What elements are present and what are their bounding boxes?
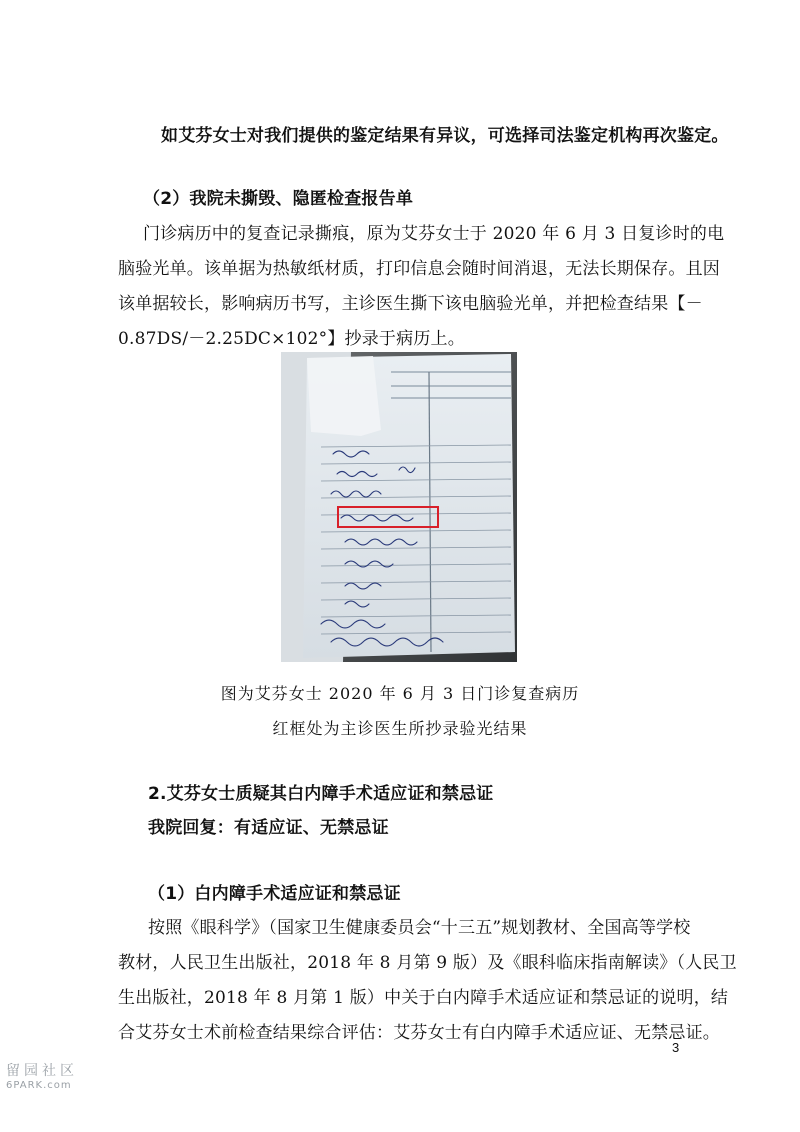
paragraph-line: 合艾芬女士术前检查结果综合评估：艾芬女士有白内障手术适应证、无禁忌证。 <box>118 1023 720 1043</box>
section-reply: 我院回复：有适应证、无禁忌证 <box>148 818 389 838</box>
section-heading: 2.艾芬女士质疑其白内障手术适应证和禁忌证 <box>148 784 494 804</box>
paragraph-line: 生出版社，2018 年 8 月第 1 版）中关于白内障手术适应证和禁忌证的说明，结 <box>118 988 729 1008</box>
paragraph-line: 脑验光单。该单据为热敏纸材质，打印信息会随时间消退，无法长期保存。且因 <box>118 259 720 279</box>
paragraph-line: 0.87DS/－2.25DC×102°】抄录于病历上。 <box>118 329 465 349</box>
site-watermark <box>6 1060 78 1091</box>
paragraph-objection: 如艾芬女士对我们提供的鉴定结果有异议，可选择司法鉴定机构再次鉴定。 <box>161 126 729 146</box>
paragraph-line: 门诊病历中的复查记录撕痕，原为艾芬女士于 2020 年 6 月 3 日复诊时的电 <box>143 224 725 244</box>
medical-record-illustration <box>281 352 517 662</box>
figure-caption: 图为艾芬女士 2020 年 6 月 3 日门诊复查病历 <box>220 684 580 703</box>
watermark-url: 6PARK.com <box>6 1080 72 1091</box>
medical-record-photo <box>281 352 517 662</box>
subsection-heading: （1）白内障手术适应证和禁忌证 <box>148 884 401 904</box>
heading-not-destroyed: （2）我院未撕毁、隐匿检查报告单 <box>143 189 414 209</box>
paragraph-line: 按照《眼科学》（国家卫生健康委员会“十三五”规划教材、全国高等学校 <box>148 918 691 938</box>
paragraph-line: 教材，人民卫生出版社，2018 年 8 月第 9 版）及《眼科临床指南解读》（人民卫 <box>118 953 737 973</box>
paragraph-line: 该单据较长，影响病历书写，主诊医生撕下该电脑验光单，并把检查结果【－ <box>118 294 703 314</box>
figure-caption-subtitle: 红框处为主诊医生所抄录验光结果 <box>272 719 528 738</box>
page-number: 3 <box>672 1040 680 1055</box>
watermark-text: 留园社区 <box>6 1063 78 1079</box>
